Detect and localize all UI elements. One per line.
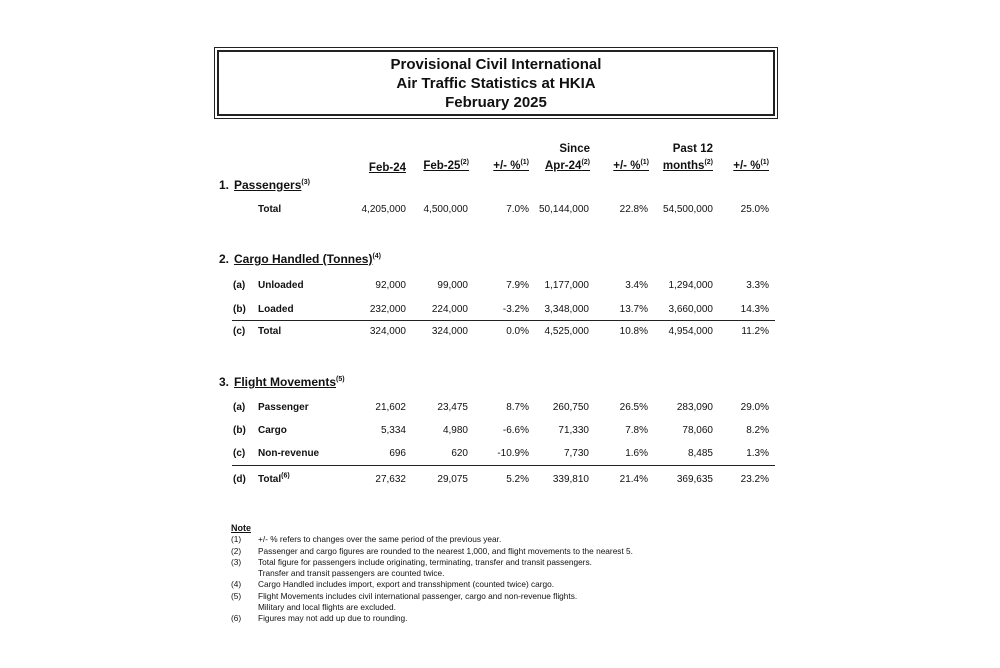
section-passengers-heading: 1. Passengers$^{(3)}$: [219, 178, 310, 192]
table-row: Total 4,205,000 4,500,000 7.0% 50,144,000 22.8% 54,500,000 25.0%: [258, 204, 769, 215]
note-item: Transfer and transit passengers are counted twice.: [258, 568, 445, 579]
title-line-3: February 2025: [445, 94, 547, 111]
note-item: (4) Cargo Handled includes import, export and transshipment (counted twice) cargo.: [231, 579, 555, 590]
table-row: (c) Total 324,000 324,000 0.0% 4,525,000 10.8% 4,954,000 11.2%: [233, 326, 769, 337]
notes-heading: Note: [231, 523, 251, 533]
table-row: (c) Non-revenue 696 620 -10.9% 7,730 1.6% 8,485 1.3%: [233, 448, 769, 459]
note-item: (1) +/- % refers to changes over the same period of the previous year.: [231, 534, 502, 545]
col-feb24-header: Feb-24: [368, 162, 406, 174]
note-item: (2) Passenger and cargo figures are rounded to the nearest 1,000, and flight movements to the nearest 5.: [231, 545, 633, 556]
note-item: (5) Flight Movements includes civil international passenger, cargo and non-revenue flights.: [231, 590, 578, 601]
table-row: (d) Total$^{(6)}$ 27,632 29,075 5.2% 339,810 21.4% 369,635 23.2%: [233, 472, 769, 485]
col-past12-header: months$^{(2)}$: [662, 159, 713, 172]
note-item: (3) Total figure for passengers include originating, terminating, transfer and transit passengers.: [231, 556, 592, 567]
table-row: (a) Passenger 21,602 23,475 8.7% 260,750 26.5% 283,090 29.0%: [233, 402, 769, 413]
col-since-apr24-header: Apr-24$^{(2)}$: [545, 159, 590, 172]
section-flights-heading: 3. Flight Movements$^{(5)}$: [219, 375, 345, 389]
col-change2-header: +/- %$^{(1)}$: [613, 159, 649, 172]
total-divider: [232, 320, 775, 321]
col-feb25-header: Feb-25$^{(2)}$: [423, 159, 469, 172]
section-cargo-heading: 2. Cargo Handled (Tonnes)$^{(4)}$: [219, 252, 382, 266]
report-title-box: [217, 50, 775, 116]
table-row: (b) Cargo 5,334 4,980 -6.6% 71,330 7.8% 78,060 8.2%: [233, 425, 769, 436]
table-row: (a) Unloaded 92,000 99,000 7.9% 1,177,000 3.4% 1,294,000 3.3%: [233, 280, 769, 291]
col-change1-header: +/- %$^{(1)}$: [493, 159, 529, 172]
table-row: (b) Loaded 232,000 224,000 -3.2% 3,348,000 13.7% 3,660,000 14.3%: [233, 304, 769, 315]
title-line-1: Provisional Civil International: [390, 56, 602, 73]
note-item: Military and local flights are excluded.: [258, 602, 396, 613]
col-past12-top: Past 12: [672, 143, 713, 155]
notes-block: [231, 523, 633, 625]
col-change3-header: +/- %$^{(1)}$: [733, 159, 769, 172]
title-line-2: Air Traffic Statistics at HKIA: [396, 75, 596, 92]
note-item: (6) Figures may not add up due to rounding.: [231, 613, 408, 624]
col-since-top: Since: [559, 143, 590, 155]
total-divider: [232, 465, 775, 466]
total-label: Total$^{(6)}$: [258, 472, 290, 485]
